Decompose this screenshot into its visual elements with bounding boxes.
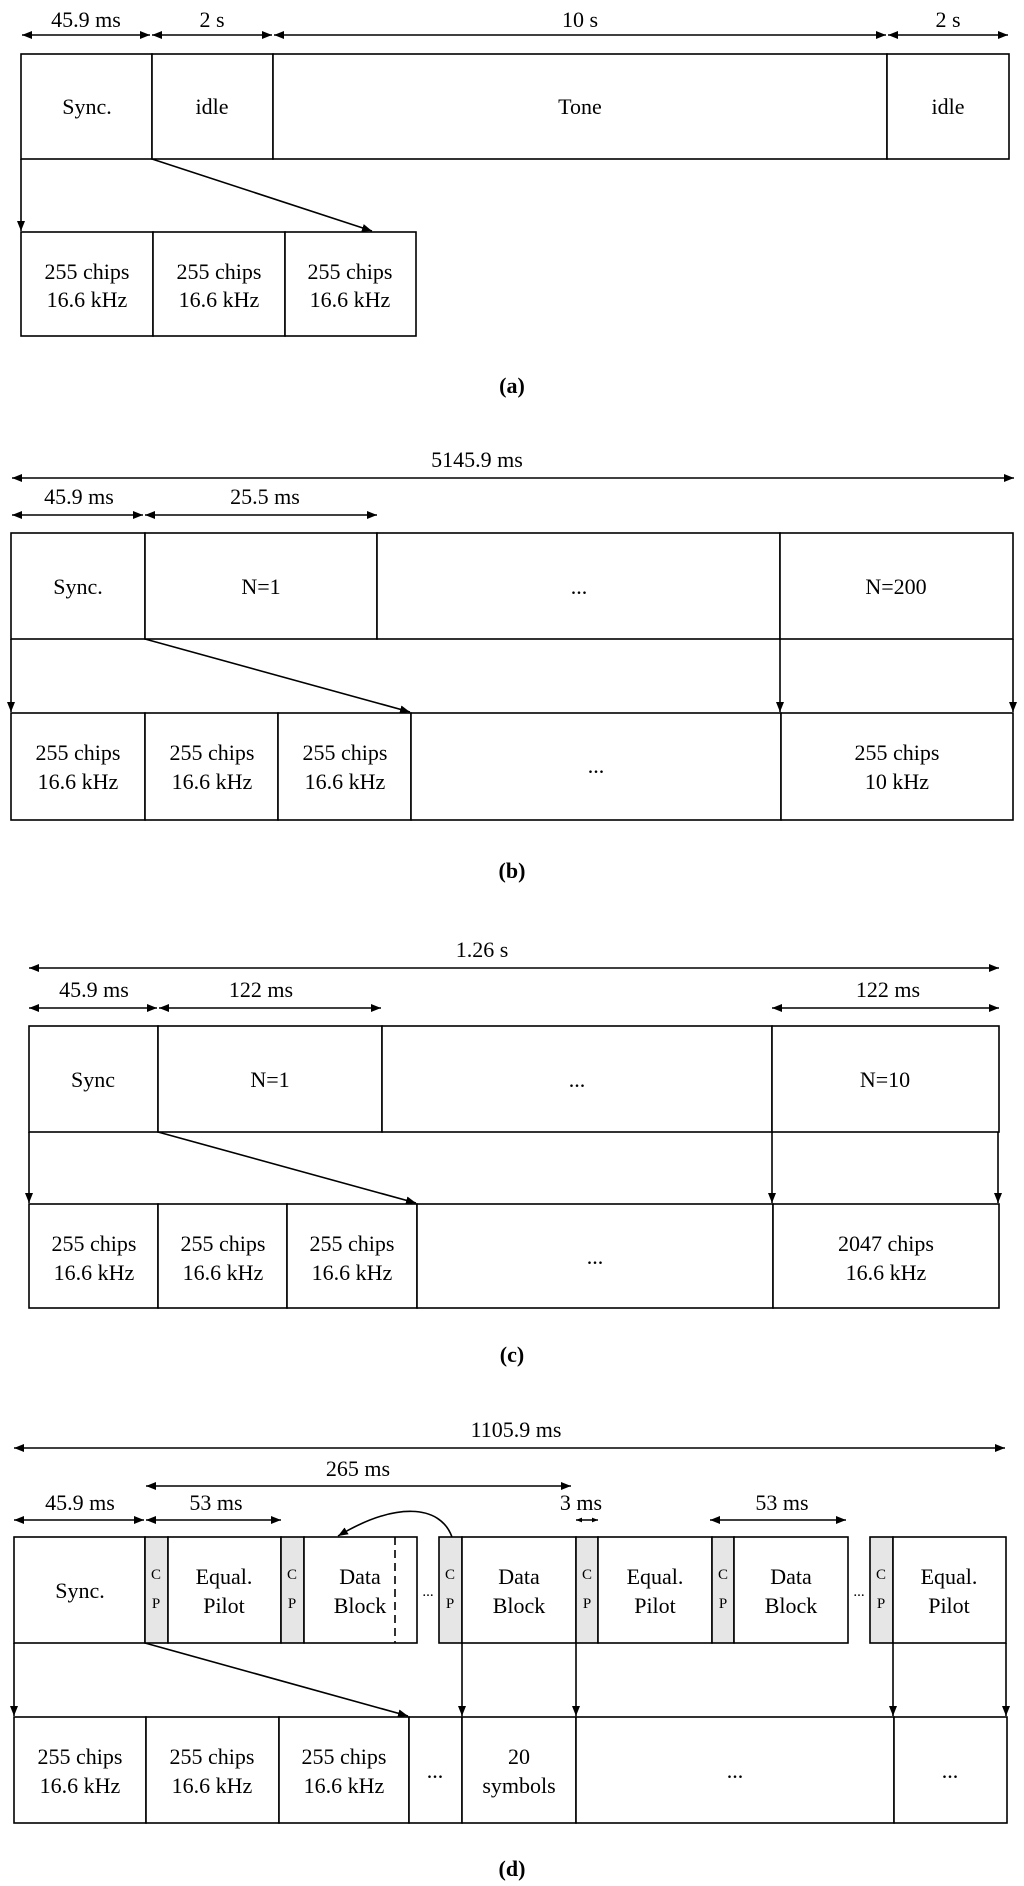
dimension-label-frame: 265 ms — [325, 1456, 391, 1481]
frame-block — [304, 1537, 417, 1643]
chip-rate: 16.6 kHz — [309, 287, 391, 312]
block-label: Block — [492, 1593, 546, 1618]
segment-label: Tone — [558, 94, 602, 119]
chip-label: 2047 chips — [838, 1231, 934, 1256]
chip-ellipsis: ... — [586, 1244, 604, 1269]
chip-box — [781, 713, 1013, 820]
dimension-label-idle: 2 s — [935, 7, 961, 32]
block-label: Block — [333, 1593, 387, 1618]
chip-label: 255 chips — [309, 1231, 395, 1256]
cyclic-prefix — [712, 1537, 734, 1643]
cyclic-prefix — [576, 1537, 598, 1643]
chip-label: 255 chips — [180, 1231, 266, 1256]
cp-letter: P — [287, 1596, 297, 1612]
panel-caption: (d) — [498, 1856, 526, 1881]
chip-rate: 16.6 kHz — [53, 1260, 135, 1285]
chip-box — [29, 1204, 158, 1308]
dimension-label-pilot: 53 ms — [189, 1490, 243, 1515]
chip-box — [153, 232, 285, 336]
cyclic-prefix — [145, 1537, 168, 1643]
frame-block — [893, 1537, 1006, 1643]
chip-rate: 16.6 kHz — [303, 1773, 385, 1798]
chip-box — [145, 713, 278, 820]
frame-block — [734, 1537, 848, 1643]
dimension-label-data: 53 ms — [755, 1490, 809, 1515]
segment-label: ... — [568, 1067, 586, 1092]
frame-block — [462, 1537, 576, 1643]
chip-label: 20 — [508, 1744, 530, 1769]
gap-ellipsis: ... — [853, 1584, 865, 1600]
cp-letter: P — [582, 1596, 592, 1612]
dimension-label-tone: 10 s — [561, 7, 599, 32]
panel-c — [0, 930, 1024, 1370]
chip-label: 255 chips — [301, 1744, 387, 1769]
chip-rate: 16.6 kHz — [171, 769, 253, 794]
chip-label: 255 chips — [169, 1744, 255, 1769]
panel-c-svg — [0, 930, 1024, 1370]
chip-ellipsis: ... — [941, 1758, 959, 1783]
dimension-label-cp: 3 ms — [559, 1490, 603, 1515]
chip-rate: 16.6 kHz — [37, 769, 119, 794]
panel-a-svg — [0, 0, 1024, 410]
chip-rate: 16.6 kHz — [845, 1260, 927, 1285]
chip-label: 255 chips — [302, 740, 388, 765]
dimension-label-symbol: 122 ms — [855, 977, 921, 1002]
frame-block — [598, 1537, 712, 1643]
cyclic-prefix — [281, 1537, 304, 1643]
chip-box — [773, 1204, 999, 1308]
chip-label: 255 chips — [35, 740, 121, 765]
frame-block — [168, 1537, 281, 1643]
segment-label: N=1 — [241, 574, 281, 599]
cp-letter: P — [718, 1596, 728, 1612]
total-duration-label: 1.26 s — [455, 937, 509, 962]
cp-letter: C — [875, 1567, 887, 1583]
chip-box — [158, 1204, 287, 1308]
block-label: Equal. — [626, 1564, 684, 1589]
chip-label: 255 chips — [307, 259, 393, 284]
curved-copy-arrow — [338, 1511, 452, 1537]
dimension-label-sync: 45.9 ms — [51, 7, 121, 32]
total-duration-label: 5145.9 ms — [431, 447, 523, 472]
chip-ellipsis: ... — [426, 1758, 444, 1783]
chip-rate: 16.6 kHz — [311, 1260, 393, 1285]
chip-box — [21, 232, 153, 336]
panel-d-svg — [0, 1400, 1024, 1886]
cp-letter: P — [151, 1596, 161, 1612]
cp-letter: P — [445, 1596, 455, 1612]
cp-letter: C — [150, 1567, 162, 1583]
chip-box — [14, 1717, 146, 1823]
chip-box — [11, 713, 145, 820]
total-duration-label: 1105.9 ms — [470, 1417, 562, 1442]
chip-rate: 16.6 kHz — [182, 1260, 264, 1285]
block-label: Equal. — [195, 1564, 253, 1589]
block-label: Equal. — [920, 1564, 978, 1589]
chip-ellipsis: ... — [587, 753, 605, 778]
segment-label: idle — [195, 94, 229, 119]
panel-d — [0, 1400, 1024, 1886]
dimension-label-sync: 45.9 ms — [44, 484, 114, 509]
gap-ellipsis: ... — [422, 1584, 434, 1600]
chip-rate: symbols — [482, 1773, 556, 1798]
segment-label: Sync — [71, 1067, 115, 1092]
chip-label: 255 chips — [37, 1744, 123, 1769]
chip-rate: 16.6 kHz — [39, 1773, 121, 1798]
dimension-label-idle: 2 s — [199, 7, 225, 32]
chip-box — [278, 713, 411, 820]
chip-label: 255 chips — [169, 740, 255, 765]
block-label: Block — [764, 1593, 818, 1618]
panel-a — [0, 0, 1024, 410]
dimension-label-sync: 45.9 ms — [45, 1490, 115, 1515]
chip-label: 255 chips — [176, 259, 262, 284]
expand-arrow — [145, 639, 410, 712]
block-label: Pilot — [203, 1593, 245, 1618]
expand-arrow — [145, 1643, 408, 1716]
cp-letter: P — [876, 1596, 886, 1612]
segment-label: Sync. — [62, 94, 112, 119]
chip-label: 255 chips — [44, 259, 130, 284]
chip-box — [287, 1204, 417, 1308]
chip-label: 255 chips — [854, 740, 940, 765]
block-label: Data — [339, 1564, 381, 1589]
sync-label: Sync. — [55, 1578, 105, 1603]
segment-label: N=10 — [859, 1067, 911, 1092]
chip-rate: 16.6 kHz — [171, 1773, 253, 1798]
chip-box — [279, 1717, 409, 1823]
dimension-label-sync: 45.9 ms — [59, 977, 129, 1002]
panel-caption: (c) — [499, 1342, 525, 1367]
cyclic-prefix — [439, 1537, 462, 1643]
chip-rate: 16.6 kHz — [46, 287, 128, 312]
chip-rate: 10 kHz — [864, 769, 930, 794]
chip-ellipsis: ... — [726, 1758, 744, 1783]
segment-label: N=1 — [250, 1067, 290, 1092]
dimension-label-symbol: 122 ms — [228, 977, 294, 1002]
segment-label: ... — [570, 574, 588, 599]
cp-letter: C — [286, 1567, 298, 1583]
cp-letter: C — [581, 1567, 593, 1583]
expand-arrow — [152, 159, 372, 231]
segment-label: N=200 — [865, 574, 927, 599]
dimension-label-symbol: 25.5 ms — [230, 484, 300, 509]
block-label: Pilot — [634, 1593, 676, 1618]
segment-label: Sync. — [53, 574, 103, 599]
chip-box — [462, 1717, 576, 1823]
chip-label: 255 chips — [51, 1231, 137, 1256]
chip-box — [285, 232, 416, 336]
chip-rate: 16.6 kHz — [304, 769, 386, 794]
expand-arrow — [158, 1132, 416, 1203]
block-label: Pilot — [928, 1593, 970, 1618]
block-label: Data — [498, 1564, 540, 1589]
block-label: Data — [770, 1564, 812, 1589]
panel-caption: (b) — [498, 858, 526, 883]
cp-letter: C — [444, 1567, 456, 1583]
segment-label: idle — [931, 94, 965, 119]
cyclic-prefix — [870, 1537, 893, 1643]
panel-b — [0, 440, 1024, 900]
cp-letter: C — [717, 1567, 729, 1583]
panel-caption: (a) — [499, 373, 525, 398]
panel-b-svg — [0, 440, 1024, 900]
chip-rate: 16.6 kHz — [178, 287, 260, 312]
chip-box — [146, 1717, 279, 1823]
